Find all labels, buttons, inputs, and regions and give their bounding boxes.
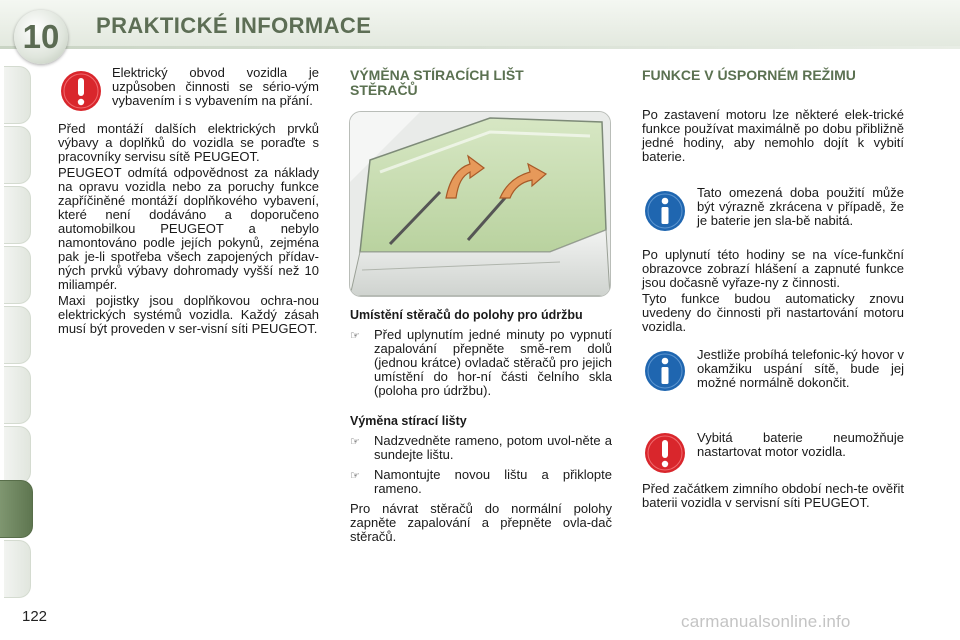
chapter-tab-active[interactable] <box>0 480 33 538</box>
section-heading-economy-mode: FUNKCE V ÚSPORNÉM REŽIMU <box>642 67 856 83</box>
info-note-2: Jestliže probíhá telefonic-ký hovor v okamžiku uspání sítě, bude jej možné normálně dokončit. <box>697 347 904 390</box>
page-number: 122 <box>22 608 48 625</box>
windshield-wiper-illustration <box>349 111 611 297</box>
battery-warning: Vybitá baterie neumožňuje nastartovat motor vozidla. <box>697 430 904 459</box>
right-middle-text <box>642 248 904 336</box>
bullet-item: ☞ Nadzvedněte rameno, potom uvol-něte a sundejte lištu. <box>350 433 612 462</box>
chapter-tab[interactable] <box>4 246 31 304</box>
right-paragraph: Po uplynutí této hodiny se na více-funkční obrazovce zobrazí hlášení a zapnuté funkce jsou dočasně vyřaze-ny z činnosti. <box>642 247 904 290</box>
chapter-tab[interactable] <box>4 426 31 484</box>
left-paragraph: Maxi pojistky jsou doplňkovou ochra-nou elektrických systémů vozidla. Každý zásah musí být proveden v ser-visní síti PEUGEOT. <box>58 293 319 336</box>
chapter-tab[interactable] <box>4 306 31 364</box>
chapter-tab[interactable] <box>4 66 31 124</box>
right-intro: Po zastavení motoru lze některé elek-trické funkce používat maximálně po dobu přibližně jedné hodiny, aby nemohlo dojít k vybití baterie. <box>642 107 904 164</box>
section2-title: Výměna stírací lišty <box>350 414 467 428</box>
left-warning-text: Elektrický obvod vozidla je uzpůsoben činnosti se sério-vým vybavením i s vybavením na přání. <box>112 65 319 108</box>
closing-paragraph: Pro návrat stěračů do normální polohy zapněte zapalování a přepněte ovla-dač stěračů. <box>350 501 612 544</box>
chapter-tab[interactable] <box>4 366 31 424</box>
left-column <box>58 122 319 338</box>
chapter-tab[interactable] <box>4 186 31 244</box>
bullet-item: ☞ Namontujte novou lištu a přiklopte rameno. <box>350 467 612 496</box>
info-icon <box>644 190 686 232</box>
section-heading-wiper-blades: VÝMĚNA STÍRACÍCH LIŠT STĚRAČŮ <box>350 67 524 98</box>
right-final: Před začátkem zimního období nech-te ověřit baterii vozidla v servisní síti PEUGEOT. <box>642 481 904 510</box>
watermark: carmanualsonline.info <box>681 612 851 631</box>
exclamation-warning-icon <box>644 432 686 474</box>
header-divider <box>0 46 960 49</box>
bullet-item: ☞ Před uplynutím jedné minuty po vypnutí zapalování přepněte smě-rem dolů (jednou krátce) ovladač stěračů pro jejich umístění do hor-ní části čelního skla (poloha pro údržbu). <box>350 327 612 398</box>
pointing-hand-icon: ☞ <box>350 470 360 482</box>
middle-column <box>350 308 612 546</box>
section1-title: Umístění stěračů do polohy pro údržbu <box>350 308 583 322</box>
page-title: PRAKTICKÉ INFORMACE <box>96 13 372 38</box>
pointing-hand-icon: ☞ <box>350 436 360 448</box>
left-paragraph: Před montáží dalších elektrických prvků výbavy a doplňků do vozidla se poraďte s pracovníky servisu sítě PEUGEOT. <box>58 121 319 164</box>
info-note-1: Tato omezená doba použití může být výrazně zkrácena v případě, že je baterie jen sla-bě nabitá. <box>697 185 904 228</box>
chapter-tab[interactable] <box>4 126 31 184</box>
chapter-number-badge: 10 <box>14 10 68 64</box>
exclamation-warning-icon <box>60 70 102 112</box>
chapter-tab[interactable] <box>4 540 31 598</box>
right-paragraph: Tyto funkce budou automaticky znovu uvedeny do činnosti při nastartování motoru vozidla. <box>642 291 904 334</box>
pointing-hand-icon: ☞ <box>350 330 360 342</box>
info-icon <box>644 350 686 392</box>
left-paragraph: PEUGEOT odmítá odpovědnost za náklady na opravu vozidla nebo za poruchy funkce zapříčiněné montáží doplňkového vybavení, které není dodáváno a doporučeno automobilkou PEUGEOT a nebylo namontováno podle jejích pokynů, zejména pak je-li spotřeba všech zapojených přídav-ných prvků výbavy dohromady vyšší než 10 miliampér. <box>58 165 319 292</box>
